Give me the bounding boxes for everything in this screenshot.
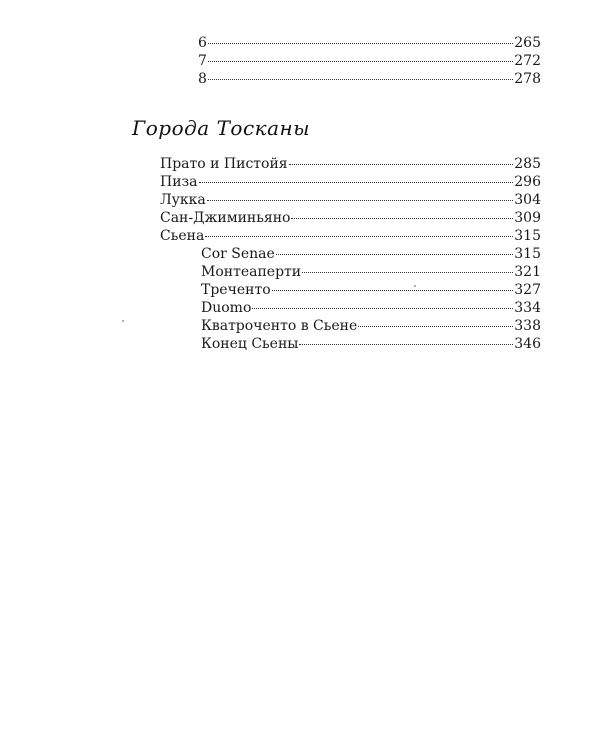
- toc-entry-label: Сан-Джиминьяно: [160, 210, 291, 226]
- toc-page-number: 327: [514, 282, 541, 298]
- dot-leader: [272, 290, 514, 291]
- toc-page-number: 321: [514, 264, 541, 280]
- dot-leader: [358, 326, 513, 327]
- dot-leader: [208, 61, 513, 62]
- toc-row: [160, 209, 541, 227]
- dot-leader: [207, 200, 513, 201]
- toc-row-7: [198, 52, 541, 70]
- print-speck: [122, 320, 124, 322]
- toc-page-number: 334: [514, 300, 541, 316]
- toc-entry-label: Конец Сьены: [201, 336, 299, 352]
- toc-page-number: 296: [514, 174, 541, 190]
- toc-row: [160, 155, 541, 173]
- toc-entry-label: Duomo: [201, 300, 252, 316]
- dot-leader: [299, 344, 513, 345]
- toc-page-number: 309: [514, 210, 541, 226]
- dot-leader: [291, 218, 513, 219]
- dot-leader: [252, 308, 513, 309]
- toc-page-number: 304: [514, 192, 541, 208]
- toc-entry-label: Прато и Пистойя: [160, 156, 288, 172]
- toc-entry-label: 6: [198, 35, 207, 51]
- toc-entry-label: Пиза: [160, 174, 198, 190]
- toc-entry-label: Кватроченто в Сьене: [201, 318, 358, 334]
- toc-subrow: [201, 335, 541, 353]
- toc-entry-label: Cor Senae: [201, 246, 275, 262]
- toc-page-number: 272: [514, 53, 541, 69]
- print-speck: [414, 285, 416, 287]
- dot-leader: [199, 182, 514, 183]
- dot-leader: [302, 272, 513, 273]
- toc-subrow: [201, 317, 541, 335]
- toc-row: [160, 173, 541, 191]
- dot-leader: [205, 236, 513, 237]
- dot-leader: [289, 164, 514, 165]
- toc-page-number: 265: [514, 35, 541, 51]
- toc-entry-label: Монтеаперти: [201, 264, 302, 280]
- toc-page-number: 315: [514, 228, 541, 244]
- toc-row: [160, 227, 541, 245]
- section-title: Города Тосканы: [132, 116, 310, 140]
- dot-leader: [208, 79, 513, 80]
- toc-entry-label: 8: [198, 71, 207, 87]
- toc-row: [160, 191, 541, 209]
- toc-page-number: 285: [514, 156, 541, 172]
- toc-subrow: [201, 245, 541, 263]
- toc-page-number: 278: [514, 71, 541, 87]
- toc-subrow: [201, 299, 541, 317]
- toc-page-number: 338: [514, 318, 541, 334]
- toc-row-8: [198, 70, 541, 88]
- toc-subrow: [201, 281, 541, 299]
- toc-row-6: [198, 34, 541, 52]
- toc-page-number: 346: [514, 336, 541, 352]
- dot-leader: [276, 254, 513, 255]
- toc-page-number: 315: [514, 246, 541, 262]
- toc-subrow: [201, 263, 541, 281]
- dot-leader: [208, 43, 513, 44]
- toc-entry-label: Треченто: [201, 282, 271, 298]
- toc-entry-label: 7: [198, 53, 207, 69]
- toc-entry-label: Сьена: [160, 228, 205, 244]
- toc-entry-label: Лукка: [160, 192, 206, 208]
